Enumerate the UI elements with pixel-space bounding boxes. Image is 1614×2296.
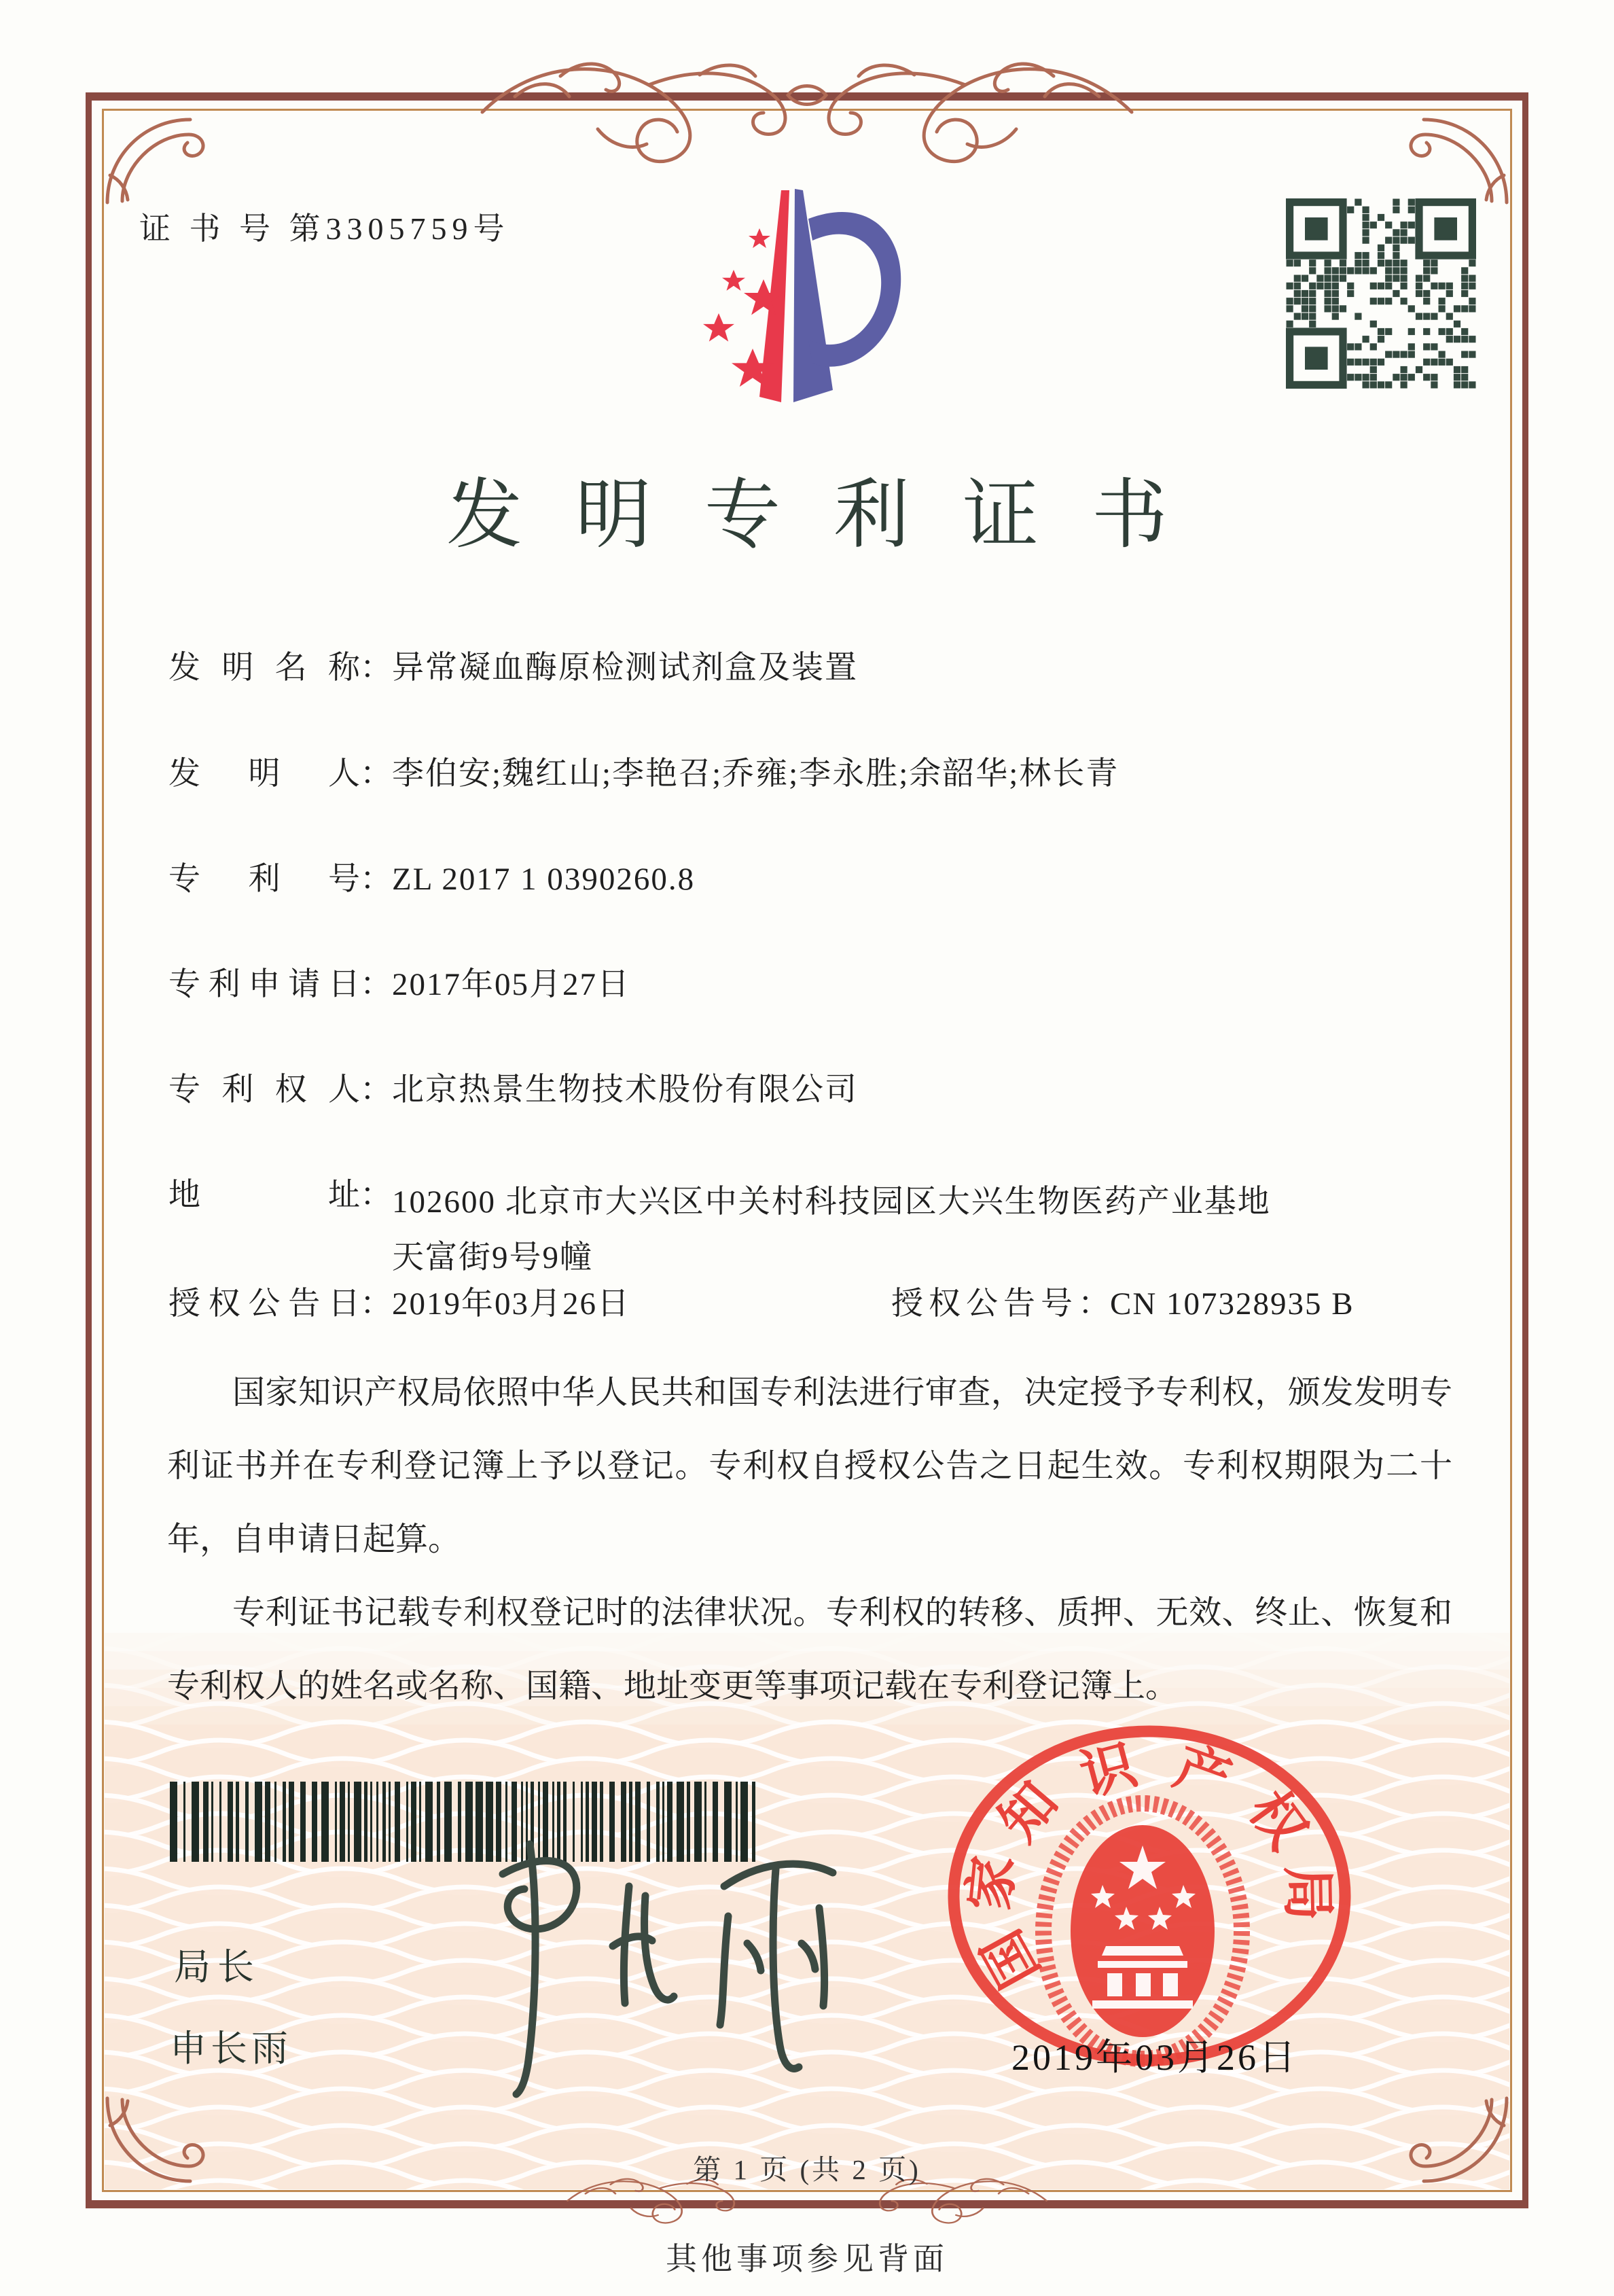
svg-text:产: 产 [1166, 1737, 1238, 1812]
field-label: 发明名称 [168, 650, 360, 686]
svg-text:局: 局 [1276, 1865, 1338, 1922]
certificate-title: 发明专利证书 [446, 474, 1221, 558]
field-patentee: 专利权人：北京热景生物技术股份有限公司 [168, 1069, 858, 1111]
field-value: 2019年03月26日 [392, 1286, 630, 1322]
legal-text [167, 1356, 1452, 1723]
field-label: 授权公告号 [891, 1286, 1078, 1322]
svg-text:权: 权 [1237, 1781, 1318, 1860]
back-side-note: 其他事项参见背面 [666, 2242, 948, 2276]
director-signature [421, 1821, 869, 2120]
field-label: 专利号 [168, 862, 360, 897]
field-label: 授权公告日 [168, 1286, 360, 1322]
svg-text:国: 国 [972, 1920, 1051, 1997]
field-value: 异常凝血酶原检测试剂盒及装置 [392, 650, 858, 686]
field-value: CN 107328935 B [1110, 1286, 1355, 1322]
officer-title: 局长 [174, 1947, 261, 1988]
field-grant-date: 授权公告日：2019年03月26日 [168, 1283, 630, 1325]
cnipa-logo [679, 178, 917, 429]
svg-text:知: 知 [988, 1772, 1070, 1852]
field-application-date: 专利申请日：2017年05月27日 [168, 964, 630, 1006]
field-address: 地址：102600 北京市大兴区中关村科技园区大兴生物医药产业基地天富街9号9幢 [168, 1174, 1275, 1286]
qr-code [1286, 198, 1476, 389]
field-label: 专利权人 [168, 1072, 360, 1108]
officer-name: 申长雨 [170, 2028, 292, 2069]
legal-paragraph-1: 国家知识产权局依照中华人民共和国专利法进行审查，决定授予专利权，颁发发明专利证书并在专利登记簿上予以登记。专利权自授权公告之日起生效。专利权期限为二十年，自申请日起算。 [167, 1375, 1452, 1557]
field-grant-number: 授权公告号：CN 107328935 B [891, 1283, 1355, 1325]
field-label: 地址 [168, 1178, 360, 1213]
field-value: 102600 北京市大兴区中关村科技园区大兴生物医药产业基地天富街9号9幢 [392, 1184, 1271, 1275]
page-number: 第 1 页 (共 2 页) [693, 2154, 921, 2185]
field-invention-name: 发明名称：异常凝血酶原检测试剂盒及装置 [168, 647, 858, 689]
field-value: ZL 2017 1 0390260.8 [392, 862, 696, 897]
legal-paragraph-2: 专利证书记载专利权登记时的法律状况。专利权的转移、质押、无效、终止、恢复和专利权人的姓名或名称、国籍、地址变更等事项记载在专利登记簿上。 [167, 1595, 1452, 1704]
certificate-number: 证 书 号 第3305759号 [139, 211, 510, 246]
field-inventors: 发明人：李伯安;魏红山;李艳召;乔雍;李永胜;余韶华;林长青 [168, 753, 1119, 795]
field-label: 发明人 [168, 756, 360, 792]
field-patent-number: 专利号：ZL 2017 1 0390260.8 [168, 858, 695, 900]
svg-text:家: 家 [960, 1853, 1025, 1913]
seal-date: 2019年03月26日 [1011, 2037, 1298, 2078]
field-value: 北京热景生物技术股份有限公司 [392, 1072, 858, 1108]
field-value: 李伯安;魏红山;李艳召;乔雍;李永胜;余韶华;林长青 [392, 756, 1119, 792]
field-value: 2017年05月27日 [392, 967, 630, 1002]
field-label: 专利申请日 [168, 967, 360, 1002]
svg-text:识: 识 [1074, 1735, 1143, 1807]
